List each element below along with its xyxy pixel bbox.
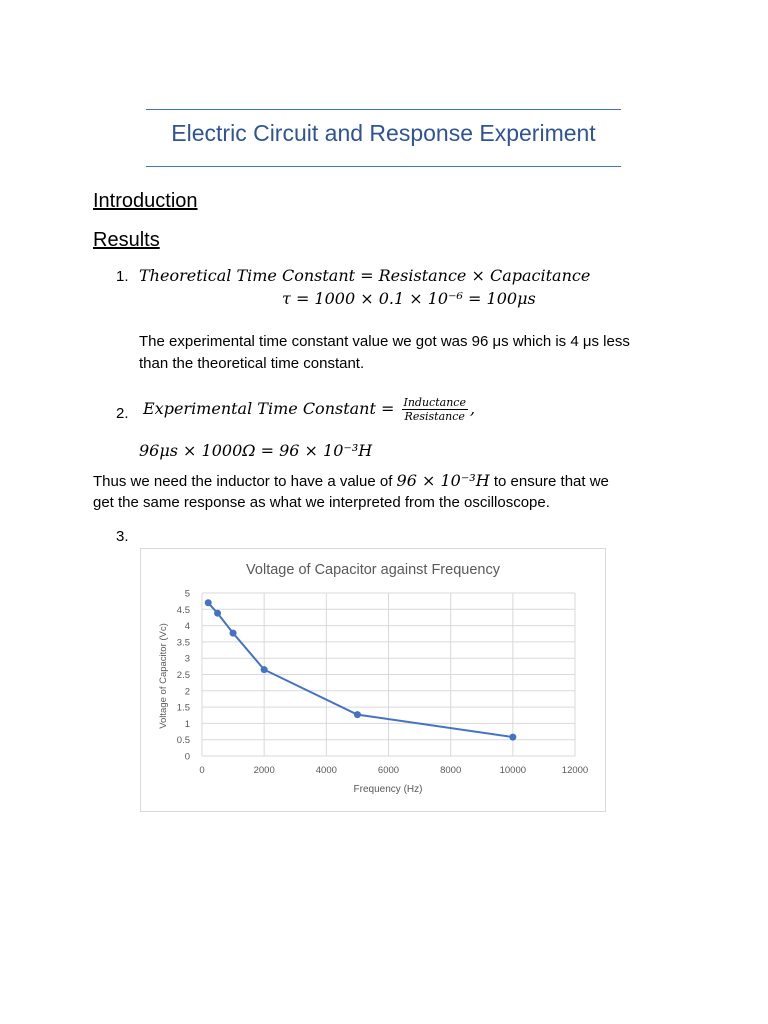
document-title: Electric Circuit and Response Experiment [171, 120, 596, 146]
results-heading: Results [93, 229, 160, 251]
y-tick-label: 5 [184, 588, 190, 600]
x-tick-label: 10000 [499, 765, 527, 776]
experimental-result-line-2: than the theoretical time constant. [139, 355, 365, 372]
y-tick-label: 2.5 [176, 670, 190, 681]
chart-svg [141, 549, 605, 811]
data-point [205, 599, 212, 606]
y-tick-label: 0.5 [176, 735, 190, 747]
x-axis-label: Frequency (Hz) [353, 784, 423, 795]
item-2-number: 2. [116, 405, 129, 422]
series-line [208, 603, 513, 737]
y-tick-label: 0 [184, 751, 190, 763]
data-point [214, 610, 221, 617]
fraction-numerator: Inductance [403, 396, 466, 409]
inductance-over-resistance [402, 396, 468, 423]
theoretical-time-constant-equation: Theoretical Time Constant = Resistance × Capacitance [139, 266, 591, 285]
y-tick-label: 3.5 [176, 637, 190, 649]
x-tick-label: 8000 [440, 765, 462, 776]
fraction-denominator: Resistance [404, 410, 465, 423]
x-tick-label: 0 [199, 765, 205, 776]
y-tick-label: 3 [184, 653, 190, 665]
data-point [509, 734, 516, 741]
inductance-calculation: 96μs × 1000Ω = 96 × 10⁻³H [139, 441, 373, 460]
fraction-tail: , [469, 399, 476, 418]
voltage-frequency-chart [140, 548, 606, 812]
chart-title: Voltage of Capacitor against Frequency [246, 562, 500, 578]
equation-lhs: Experimental Time Constant = [143, 399, 395, 418]
y-tick-label: 1.5 [176, 702, 190, 714]
chart-grid [202, 593, 575, 756]
conclusion-end: to ensure that we [493, 473, 609, 490]
y-tick-label: 4 [184, 621, 190, 633]
experimental-result-line-1: The experimental time constant value we got was 96 μs which is 4 μs less [139, 333, 630, 350]
title-rule-bottom [146, 166, 621, 167]
y-tick-label: 2 [184, 686, 190, 698]
x-tick-label: 12000 [561, 765, 589, 776]
y-tick-label: 1 [184, 718, 190, 730]
x-tick-label: 2000 [253, 765, 275, 776]
data-point [230, 630, 237, 637]
y-axis-label: Voltage of Capacitor (Vc) [158, 623, 169, 729]
item-3-number: 3. [116, 528, 129, 545]
data-point [261, 666, 268, 673]
y-tick-label: 4.5 [176, 604, 190, 616]
x-tick-label: 6000 [377, 765, 400, 776]
tau-equation: τ = 1000 × 0.1 × 10⁻⁶ = 100μs [282, 289, 536, 308]
conclusion-start: Thus we need the inductor to have a value of [93, 473, 393, 490]
x-axis-ticks [199, 765, 588, 776]
y-axis-ticks [177, 589, 190, 763]
x-tick-label: 4000 [315, 765, 337, 776]
experimental-time-constant-equation [143, 396, 475, 423]
conclusion-line-1 [93, 470, 609, 493]
item-1-number: 1. [116, 268, 129, 285]
conclusion-math: 96 × 10⁻³H [396, 471, 490, 490]
title-rule-top [146, 109, 621, 110]
chart-series [205, 599, 517, 740]
conclusion-line-2: get the same response as what we interpreted from the oscilloscope. [93, 494, 550, 511]
data-point [354, 711, 361, 718]
introduction-heading: Introduction [93, 190, 198, 212]
